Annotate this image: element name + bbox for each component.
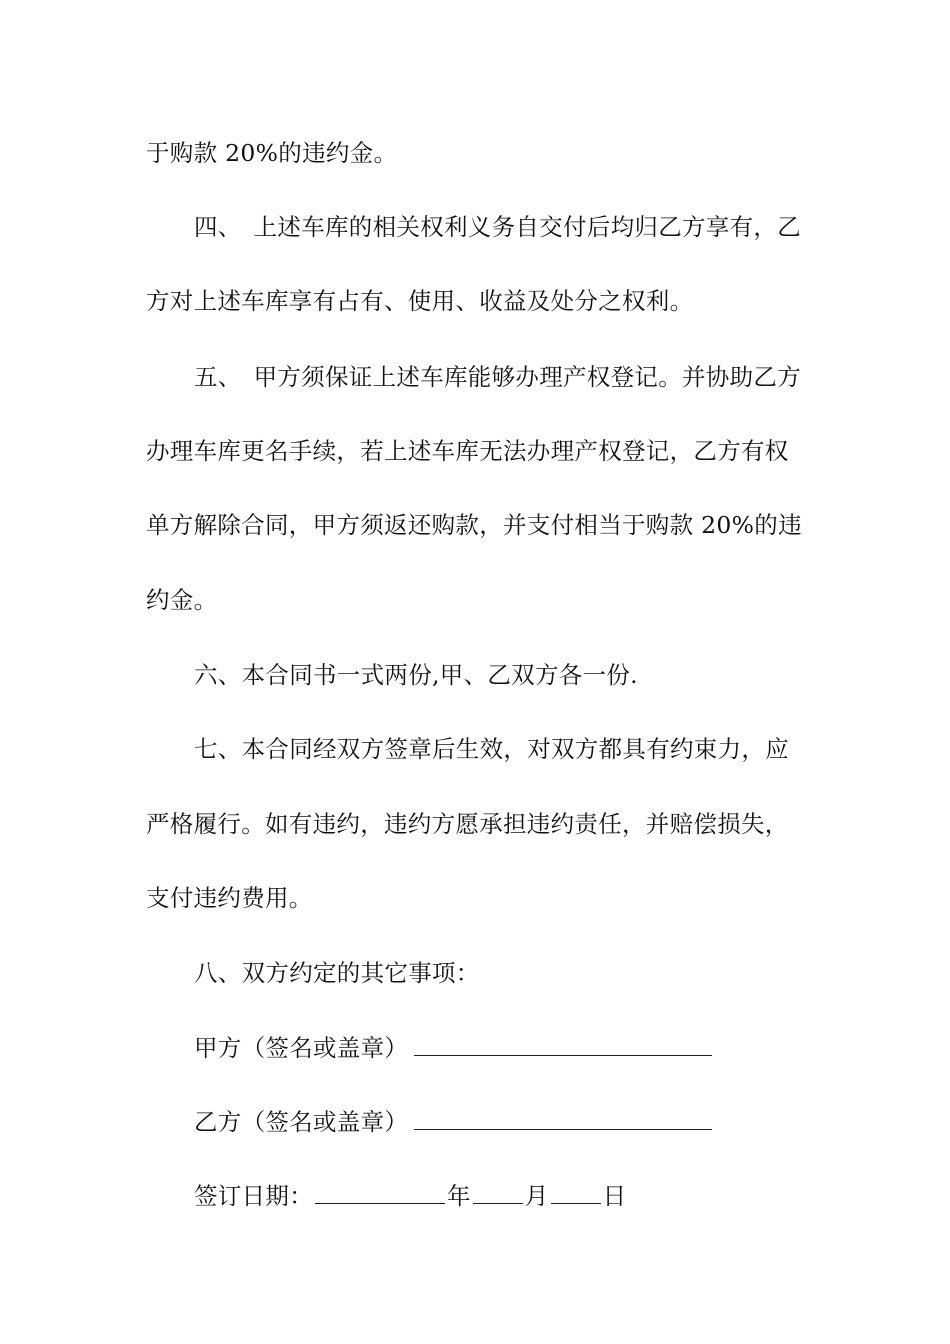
text-line: 单方解除合同，甲方须返还购款，并支付相当于购款 20%的违 [146,511,802,539]
clause-four [194,212,864,242]
month-label: 月 [524,1182,549,1210]
signing-date-row [194,1181,864,1211]
party-b-signature-row [194,1107,864,1137]
party-a-signature-row [194,1033,864,1063]
clause-text: 甲方须保证上述车库能够办理产权登记。并协助乙方 [253,363,802,391]
party-a-label: 甲方（签名或盖章） [194,1034,409,1062]
text-line: 方对上述车库享有占有、使用、收益及处分之权利。 [146,287,694,315]
day-blank[interactable] [551,1181,601,1204]
text-line: 于购款 20%的违约金。 [146,139,398,167]
year-blank[interactable] [315,1181,445,1204]
text-line: 严格履行。如有违约，违约方愿承担违约责任，并赔偿损失， [146,810,789,838]
text-line: 支付违约费用。 [146,884,313,912]
date-label: 签订日期： [194,1182,313,1210]
party-b-label: 乙方（签名或盖章） [194,1108,409,1136]
clause-number: 四、 [194,213,242,241]
text-line: 办理车库更名手续，若上述车库无法办理产权登记，乙方有权 [146,437,789,465]
clause-five [194,362,864,392]
clause-six: 六、本合同书一式两份,甲、乙双方各一份. [194,661,638,689]
month-blank[interactable] [473,1181,523,1204]
day-label: 日 [602,1182,627,1210]
year-label: 年 [447,1182,471,1210]
party-a-signature-blank[interactable] [414,1033,712,1056]
party-b-signature-blank[interactable] [414,1107,712,1130]
clause-number: 五、 [194,363,242,391]
clause-eight: 八、双方约定的其它事项： [194,959,480,987]
clause-text: 上述车库的相关权利义务自交付后均归乙方享有，乙 [253,213,802,241]
clause-seven: 七、本合同经双方签章后生效，对双方都具有约束力，应 [194,735,789,763]
text-line: 约金。 [146,586,218,614]
